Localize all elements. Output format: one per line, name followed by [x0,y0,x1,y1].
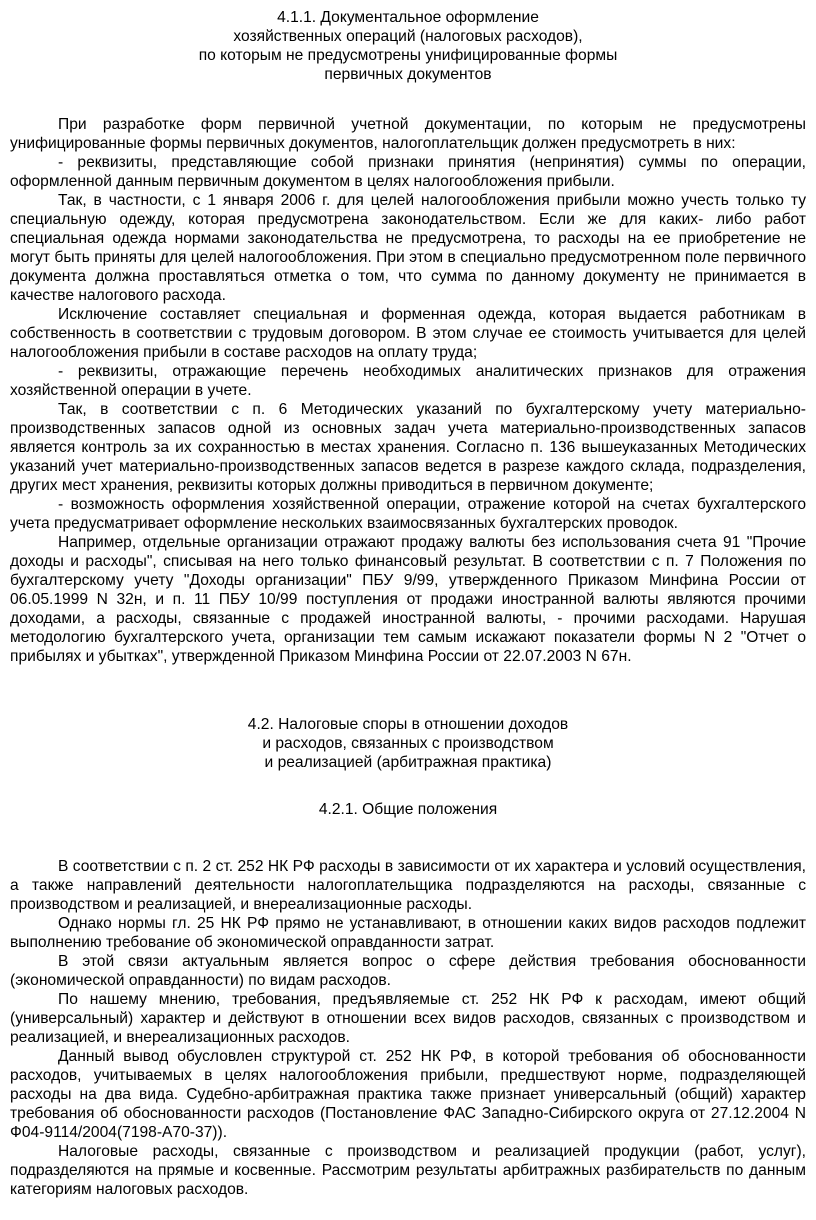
heading-line: 4.2.1. Общие положения [318,801,498,818]
paragraph: - возможность оформления хозяйственной операции, отражение которой на счетах бухгалтерского учета предусматривает оформление нескольких взаимосвязанных бухгалтерских проводок. [10,496,806,532]
section-heading-4-1-1 [10,8,806,84]
paragraph: - реквизиты, отражающие перечень необходимых аналитических признаков для отражения хозяйственной операции в учете. [10,363,806,399]
section-heading-4-2 [10,715,806,772]
paragraph: По нашему мнению, требования, предъявляемые ст. 252 НК РФ к расходам, имеют общий (универсальный) характер и действуют в отношении всех видов расходов, связанных с производством и реализацией, и внереализационных расходов. [10,991,806,1046]
heading-line: по которым не предусмотрены унифицированные формы [198,47,618,64]
paragraph: В соответствии с п. 2 ст. 252 НК РФ расходы в зависимости от их характера и условий осуществления, а также направлений деятельности налогоплательщика подразделяются на расходы, связанные с производством и реализацией, и внереализационные расходы. [10,858,806,913]
paragraph: Однако нормы гл. 25 НК РФ прямо не устанавливают, в отношении каких видов расходов подлежит выполнению требование об экономической оправданности затрат. [10,915,806,951]
heading-line: 4.2. Налоговые споры в отношении доходов [247,716,569,733]
paragraph: При разработке форм первичной учетной документации, по которым не предусмотрены унифицированные формы первичных документов, налогоплательщик должен предусмотреть в них: [10,116,806,152]
paragraph: Налоговые расходы, связанные с производством и реализацией продукции (работ, услуг), подразделяются на прямые и косвенные. Рассмотрим результаты арбитражных разбирательств по данным категориям налоговых расходов. [10,1143,806,1198]
heading-line: и реализацией (арбитражная практика) [264,754,552,771]
document-page [10,8,806,1199]
heading-line: 4.1.1. Документальное оформление [277,9,539,26]
section-heading-4-2-1 [10,800,806,819]
heading-line: хозяйственных операций (налоговых расходов), [233,28,583,45]
paragraph: Например, отдельные организации отражают продажу валюты без использования счета 91 "Прочие доходы и расходы", списывая на него только финансовый результат. В соответствии с п. 7 Положения по бухгалтерскому учету "Доходы организации" ПБУ 9/99, утвержденного Приказом Минфина России от 06.05.1999 N 32н, и п. 11 ПБУ 10/99 поступления от продажи иностранной валюты являются прочими доходами, а расходы, связанные с продажей иностранной валюты, - прочими расходами. Нарушая методологию бухгалтерского учета, организации тем самым искажают показатели формы N 2 "Отчет о прибылях и убытках", утвержденной Приказом Минфина России от 22.07.2003 N 67н. [10,534,806,665]
heading-line: первичных документов [324,66,492,83]
paragraph: Данный вывод обусловлен структурой ст. 252 НК РФ, в которой требования об обоснованности расходов, учитываемых в целях налогообложения прибыли, предшествуют норме, подразделяющей расходы на два вида. Судебно-арбитражная практика также признает универсальный (общий) характер требования об обоснованности расходов (Постановление ФАС Западно-Сибирского округа от 27.12.2004 N Ф04-9114/2004(7198-А70-37)). [10,1048,806,1141]
paragraph: - реквизиты, представляющие собой признаки принятия (непринятия) суммы по операции, оформленной данным первичным документом в целях налогообложения прибыли. [10,154,806,190]
paragraph: Так, в частности, с 1 января 2006 г. для целей налогообложения прибыли можно учесть только ту специальную одежду, которая предусмотрена законодательством. Если же для каких- либо работ специальная одежда нормами законодательства не предусмотрена, то расходы на ее приобретение не могут быть приняты для целей налогообложения. При этом в специально предусмотренном поле первичного документа должна проставляться отметка о том, что сумма по данному документу не принимается в качестве налогового расхода. [10,192,806,304]
paragraph: Так, в соответствии с п. 6 Методических указаний по бухгалтерскому учету материально-производственных запасов одной из основных задач учета материально-производственных запасов является контроль за их сохранностью в местах хранения. Согласно п. 136 вышеуказанных Методических указаний учет материально-производственных запасов ведется в разрезе каждого склада, подразделения, других мест хранения, реквизиты которых должны приводиться в первичном документе; [10,401,806,494]
paragraph: В этой связи актуальным является вопрос о сфере действия требования обоснованности (экономической оправданности) по видам расходов. [10,953,806,989]
heading-line: и расходов, связанных с производством [262,735,554,752]
paragraph: Исключение составляет специальная и форменная одежда, которая выдается работникам в собственность в соответствии с трудовым договором. В этом случае ее стоимость учитывается для целей налогообложения прибыли в составе расходов на оплату труда; [10,306,806,361]
